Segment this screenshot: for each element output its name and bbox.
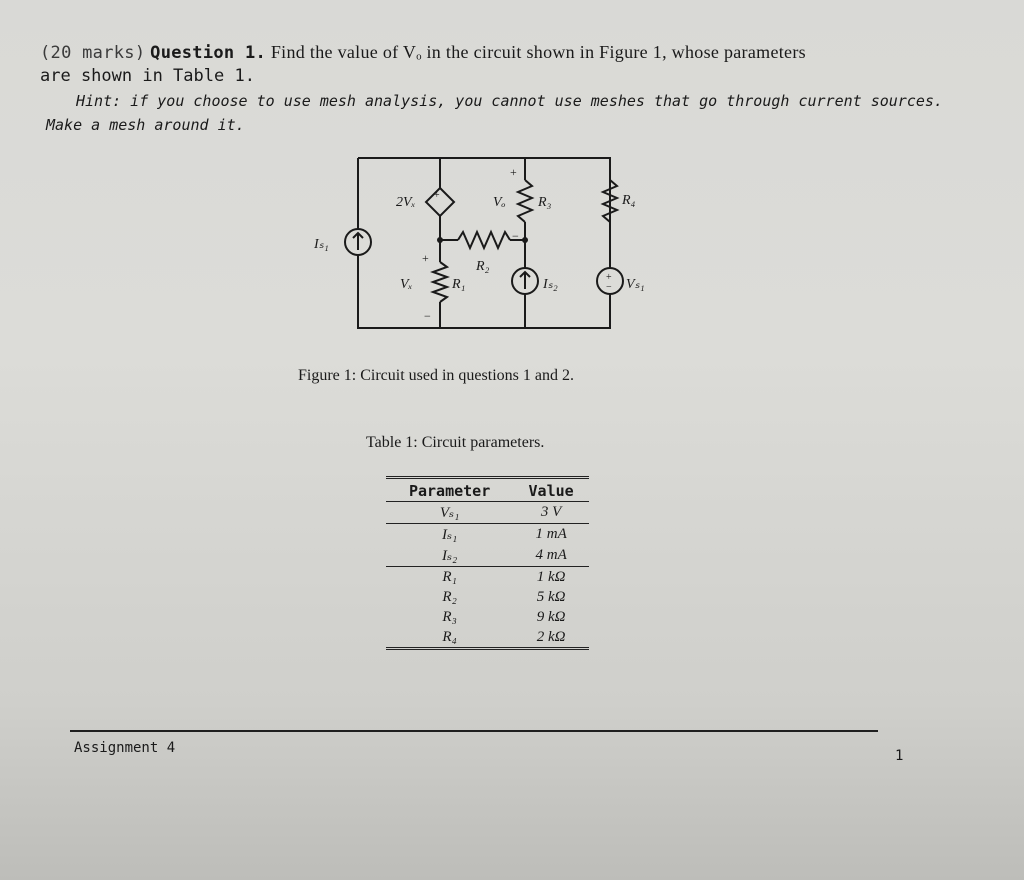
param-value: 1 mA [535,526,567,542]
param-name: R₂ [442,588,457,605]
param-value: 2 kΩ [536,628,566,645]
footer-divider [70,730,878,732]
footer-page-number: 1 [895,748,904,764]
question-marks: (20 marks) [40,43,146,63]
r1-label: R₁ [452,277,466,292]
param-value: 9 kΩ [536,608,566,625]
r2-label: R₂ [476,259,490,274]
r4-label: R₄ [622,193,636,208]
param-name: R₁ [442,568,457,585]
question-header [40,42,806,63]
table-row [386,607,589,627]
hint-line2: Make a mesh around it. [46,116,245,134]
header-value: Value [528,482,574,500]
param-value: 3 V [540,504,562,520]
table-row [386,627,589,649]
table-row [386,524,589,546]
resistor-r3 [518,180,532,222]
param-name: Vₛ₁ [439,505,460,521]
table-row [386,587,589,607]
vo-minus: − [512,229,519,243]
junction-node-right [522,237,528,243]
footer-assignment-label: Assignment 4 [74,740,176,756]
param-name: Iₛ₁ [441,527,458,543]
param-value: 4 mA [535,547,567,563]
dependent-source-diamond [426,188,454,216]
vx-label: Vₓ [400,277,413,292]
question-text-line2: are shown in Table 1. [40,66,255,86]
resistor-r2 [458,232,510,248]
vs1-plus: + [606,272,612,283]
table-row [386,502,589,524]
junction-node-left [437,237,443,243]
vs1-minus: − [606,282,612,293]
table-title: Table 1: Circuit parameters. [366,434,545,451]
vo-plus: + [510,165,517,179]
circuit-diagram [300,150,645,340]
parameters-table [386,476,589,650]
header-parameter: Parameter [408,482,491,500]
vx-minus: − [424,309,431,323]
dep-source-label: 2Vₓ [396,195,416,210]
is2-label: Iₛ₂ [543,277,558,292]
figure-caption: Figure 1: Circuit used in questions 1 and 2. [298,367,574,384]
dep-plus-sign: + [434,190,440,201]
question-number: Question 1. [150,43,267,63]
vs1-label: Vₛ₁ [626,277,645,292]
vx-plus: + [422,251,429,265]
vo-label: Vₒ [493,195,506,210]
resistor-r1 [433,262,447,302]
table-row [386,545,589,567]
question-text-line1: Find the value of Vₒ in the circuit shown in Figure 1, whose parameters [270,42,806,62]
param-name: Iₛ₂ [441,548,458,564]
r3-label: R₃ [538,195,552,210]
circuit-wire-outer [358,158,610,328]
is1-label: Iₛ₁ [314,237,329,252]
param-name: R₃ [442,608,457,625]
table-header-row [386,478,589,502]
param-name: R₄ [442,628,457,645]
param-value: 1 kΩ [536,568,566,585]
hint-line1: Hint: if you choose to use mesh analysis, you cannot use meshes that go through current sources. [76,92,943,110]
param-value: 5 kΩ [536,588,566,605]
table-row [386,567,589,588]
